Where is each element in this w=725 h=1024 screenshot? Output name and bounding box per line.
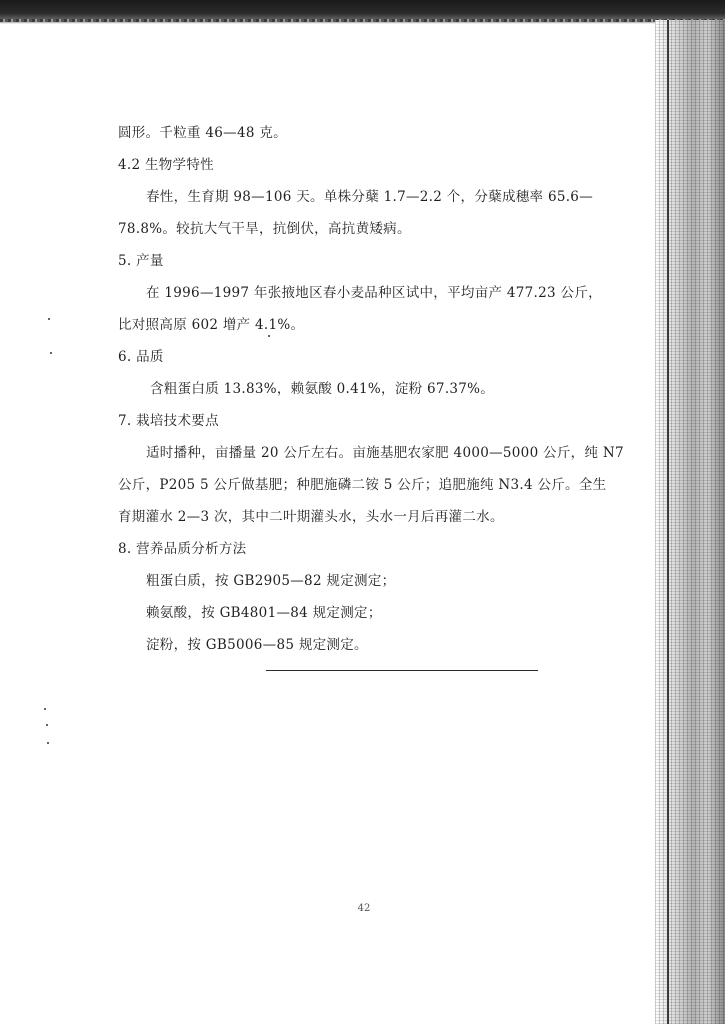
section-heading: 4.2 生物学特性 [118, 157, 214, 173]
body-text-line: 含粗蛋白质 13.83%，赖氨酸 0.41%，淀粉 67.37%。 [150, 381, 495, 397]
body-text-line: 淀粉，按 GB5006—85 规定测定。 [146, 637, 368, 653]
section-divider-rule [266, 670, 538, 671]
section-heading: 5. 产量 [118, 253, 164, 269]
section-heading: 7. 栽培技术要点 [118, 413, 219, 429]
body-text-line: 78.8%。较抗大气干旱，抗倒伏，高抗黄矮病。 [118, 221, 411, 237]
body-text-line: 赖氨酸，按 GB4801—84 规定测定； [146, 605, 382, 621]
page-number: 42 [357, 903, 371, 914]
section-heading: 8. 营养品质分析方法 [118, 541, 247, 557]
body-text-line: 在 1996—1997 年张掖地区春小麦品种区试中，平均亩产 477.23 公斤， [146, 285, 602, 301]
body-text-line: 育期灌水 2—3 次，其中二叶期灌头水，头水一月后再灌二水。 [118, 509, 504, 525]
section-heading: 6. 品质 [118, 349, 164, 365]
body-text-line: 公斤，P205 5 公斤做基肥；种肥施磷二铵 5 公斤；追肥施纯 N3.4 公斤。全生 [118, 477, 607, 493]
body-text-line: 粗蛋白质，按 GB2905—82 规定测定； [146, 573, 396, 589]
body-text-line: 圆形。千粒重 46—48 克。 [118, 125, 287, 141]
body-text-line: 春性，生育期 98—106 天。单株分蘖 1.7—2.2 个，分蘖成穗率 65.6— [146, 189, 593, 205]
body-text-line: 比对照高原 602 增产 4.1%。 [118, 317, 305, 333]
body-text-line: 适时播种，亩播量 20 公斤左右。亩施基肥农家肥 4000—5000 公斤，纯 N7 [146, 445, 624, 461]
